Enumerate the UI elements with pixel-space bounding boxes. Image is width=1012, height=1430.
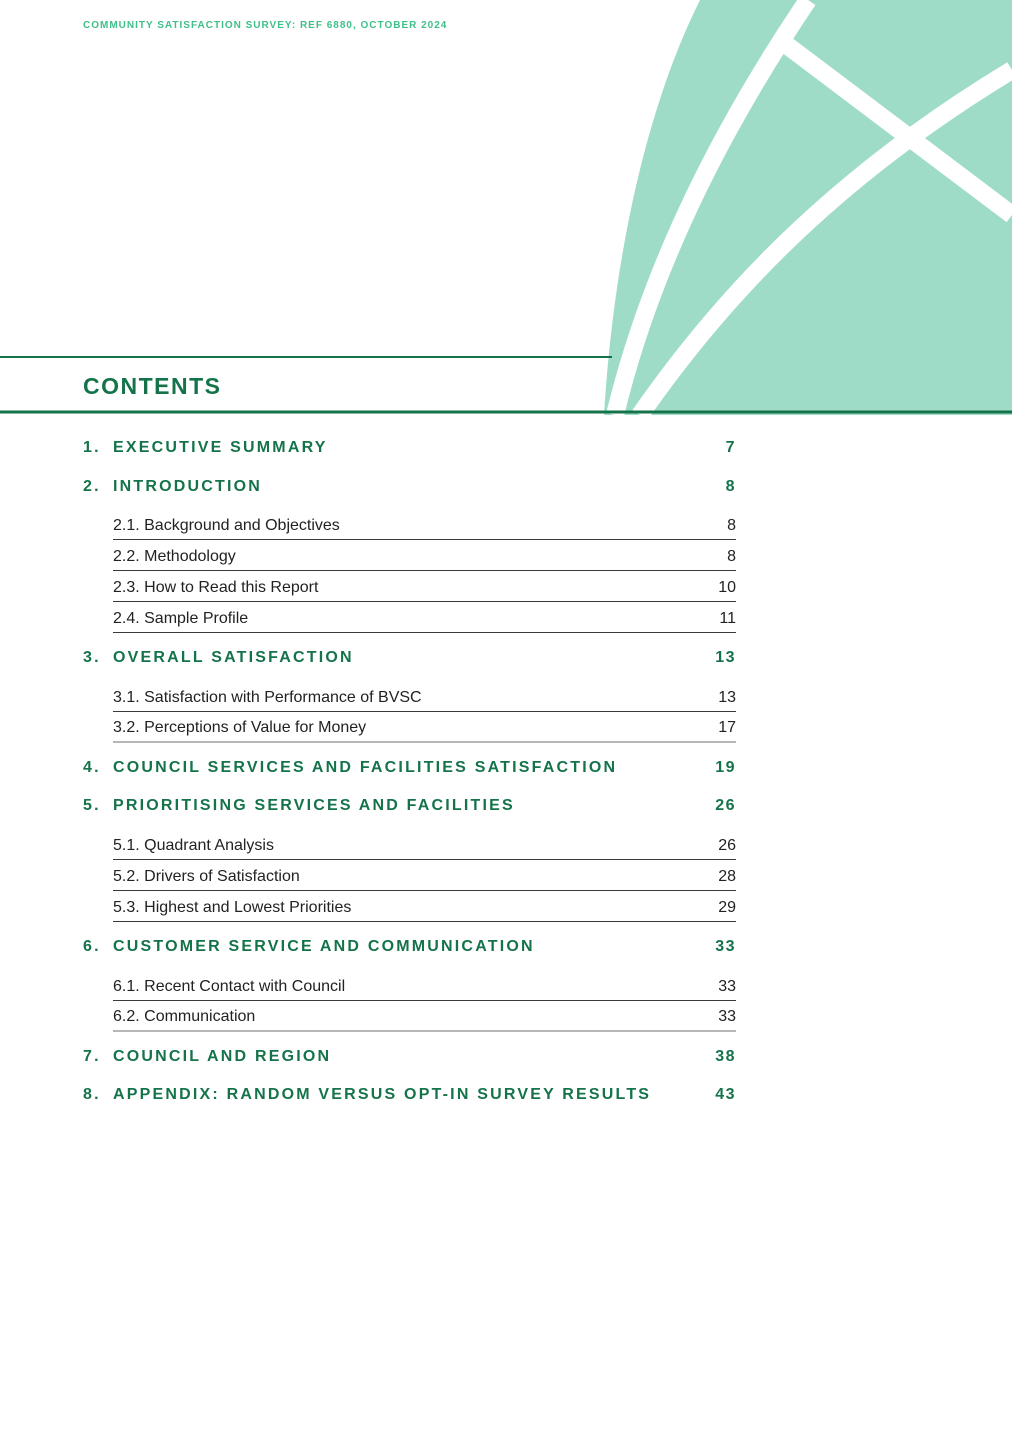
section-title: EXECUTIVE SUMMARY: [113, 439, 328, 456]
page-number: 19: [715, 759, 736, 776]
toc-section-2[interactable]: [83, 475, 736, 499]
page-number: 38: [715, 1048, 736, 1065]
section-title: CUSTOMER SERVICE AND COMMUNICATION: [113, 938, 535, 955]
toc-subsection-3-1[interactable]: [113, 684, 736, 712]
toc-subsection-2-1[interactable]: [113, 512, 736, 540]
page-number: 7: [725, 439, 736, 456]
subsection-title: 5.3. Highest and Lowest Priorities: [113, 899, 352, 916]
page-number: 8: [725, 478, 736, 495]
page-number: 33: [718, 978, 736, 995]
page-number: 33: [715, 938, 736, 955]
toc-subsection-2-2[interactable]: [113, 543, 736, 571]
section-number: 7.: [83, 1048, 101, 1065]
toc-section-8[interactable]: [83, 1083, 736, 1107]
section-title: INTRODUCTION: [113, 478, 263, 495]
toc-subsection-2-4[interactable]: [113, 605, 736, 633]
toc-section-3[interactable]: [83, 646, 736, 670]
report-header-reference: COMMUNITY SATISFACTION SURVEY: REF 6880, OCTOBER 2024: [83, 20, 448, 31]
section-number: 8.: [83, 1086, 101, 1103]
subsection-title: 2.3. How to Read this Report: [113, 579, 319, 596]
toc-subsection-5-2[interactable]: [113, 863, 736, 891]
subsection-title: 2.1. Background and Objectives: [113, 517, 340, 534]
decorative-header-graphic: [0, 0, 1012, 415]
section-number: 2.: [83, 478, 101, 495]
section-number: 1.: [83, 439, 101, 456]
toc-subsection-2-3[interactable]: [113, 574, 736, 602]
section-title: APPENDIX: RANDOM VERSUS OPT-IN SURVEY RESULTS: [113, 1086, 652, 1103]
toc-subsection-5-1[interactable]: [113, 832, 736, 860]
page-number: 8: [727, 517, 736, 534]
section-number: 4.: [83, 759, 101, 776]
page-number: 26: [718, 837, 736, 854]
toc-subsection-5-3[interactable]: [113, 894, 736, 922]
toc-subsection-6-1[interactable]: [113, 973, 736, 1001]
toc-subsection-6-2[interactable]: [113, 1004, 736, 1032]
subsection-title: 2.2. Methodology: [113, 548, 236, 565]
toc-section-7[interactable]: [83, 1045, 736, 1069]
page-number: 13: [715, 649, 736, 666]
section-title: PRIORITISING SERVICES AND FACILITIES: [113, 797, 515, 814]
section-number: 5.: [83, 797, 101, 814]
toc-subsection-3-2[interactable]: [113, 715, 736, 743]
page-number: 17: [718, 719, 736, 736]
subsection-title: 6.2. Communication: [113, 1008, 256, 1025]
section-title: COUNCIL AND REGION: [113, 1048, 332, 1065]
section-number: 6.: [83, 938, 101, 955]
page-number: 28: [718, 868, 736, 885]
page-number: 26: [715, 797, 736, 814]
toc-section-4[interactable]: [83, 756, 736, 780]
section-number: 3.: [83, 649, 101, 666]
toc-section-1[interactable]: [83, 436, 736, 460]
page-title: CONTENTS: [83, 373, 222, 399]
page-number: 13: [718, 689, 736, 706]
page-number: 11: [719, 610, 736, 627]
page-number: 43: [715, 1086, 736, 1103]
section-title: OVERALL SATISFACTION: [113, 649, 354, 666]
subsection-title: 5.1. Quadrant Analysis: [113, 837, 274, 854]
toc-section-5[interactable]: [83, 794, 736, 818]
subsection-title: 3.1. Satisfaction with Performance of BVSC: [113, 689, 422, 706]
page-number: 8: [727, 548, 736, 565]
page-number: 29: [718, 899, 736, 916]
toc-section-6[interactable]: [83, 935, 736, 959]
subsection-title: 5.2. Drivers of Satisfaction: [113, 868, 300, 885]
page-number: 33: [718, 1008, 736, 1025]
section-title: COUNCIL SERVICES AND FACILITIES SATISFACTION: [113, 759, 618, 776]
page-number: 10: [718, 579, 736, 596]
subsection-title: 3.2. Perceptions of Value for Money: [113, 719, 367, 736]
subsection-title: 6.1. Recent Contact with Council: [113, 978, 346, 995]
subsection-title: 2.4. Sample Profile: [113, 610, 249, 627]
